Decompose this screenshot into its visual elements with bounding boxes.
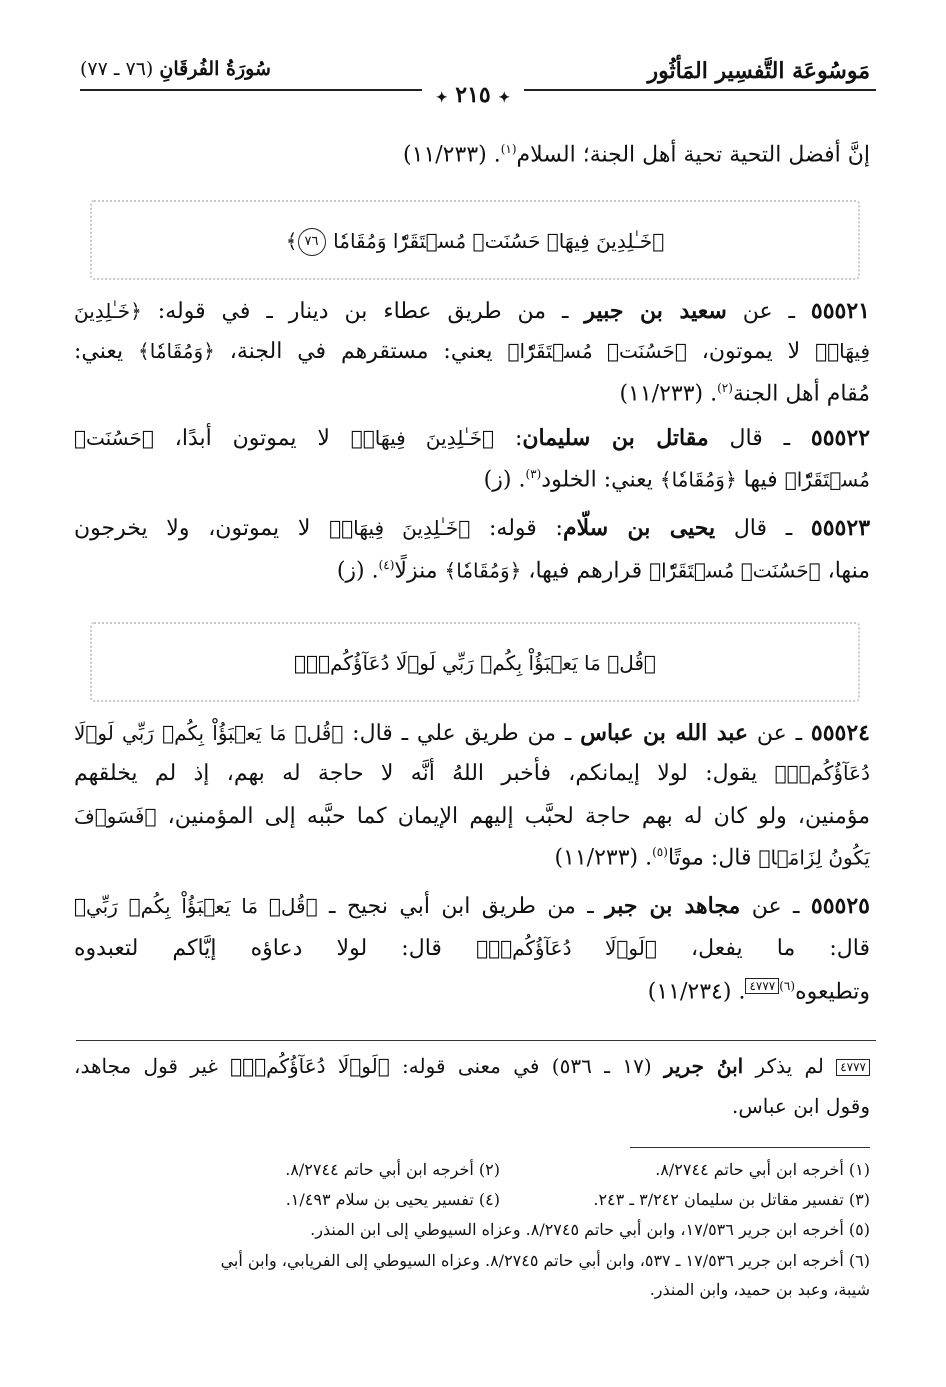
commentary-note-line1: ٤٧٧٧ لم يذكر ابنُ جرير (١٧ ـ ٥٣٦) في معنى قوله: ﴿لَوۡلَا دُعَآؤُكُمۡۖ﴾ غير قول مجاهد، [74, 1054, 870, 1078]
verse-range: (٧٦ ـ ٧٧) [80, 58, 154, 80]
commentary-ref: ٤٧٧٧ [745, 978, 779, 994]
footnote-6-cont: شيبة، وعبد بن حميد، وابن المنذر. [649, 1280, 870, 1299]
entry-55524-line3: مؤمنين، ولو كان له بهم حاجة لحبَّب إليهم الإيمان كما حبَّبه إلى المؤمنين، ﴿فَسَوۡفَ [74, 804, 870, 829]
verse-text: ﴿خَـٰلِدِينَ فِيهَاۚ حَسُنَتۡ مُسۡتَقَرّٗا وَمُقَامٗا ٧٦﴾ [92, 226, 858, 256]
entry-55523-line1: ٥٥٥٢٣ ـ قال يحيى بن سلّام: قوله: ﴿خَـٰلِدِينَ فِيهَاۚ﴾ لا يموتون، ولا يخرجون [74, 515, 871, 541]
entry-55522-line1: ٥٥٥٢٢ ـ قال مقاتل بن سليمان: ﴿خَـٰلِدِينَ فِيهَاۚ﴾ لا يموتون أبدًا، ﴿حَسُنَتۡ [74, 425, 871, 451]
ornament-icon: ✦ [435, 90, 448, 106]
entry-55525-line1: ٥٥٥٢٥ ـ عن مجاهد بن جبر ـ من طريق ابن أبي نجيح ـ ﴿قُلۡ مَا يَعۡبَؤُاْ بِكُمۡ رَبِّي﴾ [74, 893, 870, 919]
verse-box [90, 622, 860, 702]
footnote-6: (٦) أخرجه ابن جرير ١٧/٥٣٦ ـ ٥٣٧، وابن أبي حاتم ٨/٢٧٤٥. وعزاه السيوطي إلى الفريابي، وابن أبي [220, 1251, 870, 1270]
page-number: ✦ ٢١٥ ✦ [422, 82, 524, 108]
footnote-5: (٥) أخرجه ابن جرير ١٧/٥٣٦، وابن أبي حاتم ٨/٢٧٤٥. وعزاه السيوطي إلى ابن المنذر. [310, 1220, 870, 1239]
entry-55524-line1: ٥٥٥٢٤ ـ عن عبد الله بن عباس ـ من طريق علي ـ قال: ﴿قُلۡ مَا يَعۡبَؤُاْ بِكُمۡ رَبِّي لَوۡلَا [74, 720, 870, 746]
commentary-note-line2: وقول ابن عباس. [732, 1094, 870, 1118]
entry-55521-line2: فِيهَاۚ﴾ لا يموتون، ﴿حَسُنَتۡ مُسۡتَقَرّٗا﴾ يعني: مستقرهم في الجنة، ﴿وَمُقَامٗا﴾ يعني: [74, 339, 871, 364]
entry-55522-line2: مُسۡتَقَرّٗا﴾ فيها ﴿وَمُقَامٗا﴾ يعني: الخلود$^{(٣)}$. (ز) [483, 467, 870, 493]
entry-55523-line2: منها، ﴿حَسُنَتۡ مُسۡتَقَرّٗا﴾ قرارهم فيها، ﴿وَمُقَامٗا﴾ منزلًا$^{(٤)}$. (ز) [336, 558, 870, 584]
footnotes-divider [630, 1147, 870, 1148]
entry-55521-line3: مُقام أهل الجنة$^{(٢)}$. (١١/٢٣٣) [619, 381, 870, 407]
verse-text: ﴿قُلۡ مَا يَعۡبَؤُاْ بِكُمۡ رَبِّي لَوۡلَا دُعَآؤُكُمۡۖ﴾ [294, 651, 656, 675]
footnote-ref: (١) [500, 142, 517, 156]
verse-number: ٧٦ [298, 228, 326, 256]
intro-line: إنَّ أفضل التحية تحية أهل الجنة؛ السلام$^{(١)}$. (١١/٢٣٣) [403, 142, 870, 168]
entry-55524-line2: دُعَآؤُكُمۡۖ﴾ يقول: لولا إيمانكم، فأخبر اللهُ أنَّه لا حاجة له بهم، إذ لم يخلقهم [74, 761, 870, 786]
entry-55525-line3: وتطيعوه$^{(٦)}$٤٧٧٧. (١١/٢٣٤) [647, 979, 870, 1005]
footnote-2: (٢) أخرجه ابن أبي حاتم ٨/٢٧٤٤. [285, 1160, 500, 1179]
footnote-3: (٣) تفسير مقاتل بن سليمان ٣/٢٤٢ ـ ٢٤٣. [593, 1190, 870, 1209]
entry-55521-line1: ٥٥٥٢١ ـ عن سعيد بن جبير ـ من طريق عطاء بن دينار ـ في قوله: ﴿خَـٰلِدِينَ [74, 298, 870, 324]
footnote-1: (١) أخرجه ابن أبي حاتم ٨/٢٧٤٤. [655, 1160, 870, 1179]
note-divider [76, 1040, 876, 1041]
sura-name: سُورَةُ الفُرقَانِ [159, 58, 271, 80]
footnote-4: (٤) تفسير يحيى بن سلام ١/٤٩٣. [285, 1190, 500, 1209]
entry-55524-line4: يَكُونُ لِزَامَۢا﴾ قال: موتًا$^{(٥)}$. (١١/٢٣٣) [554, 845, 870, 871]
page-number-wrap [0, 82, 946, 108]
entry-55525-line2: قال: ما يفعل، ﴿لَوۡلَا دُعَآؤُكُمۡۖ﴾ قال: لولا دعاؤه إيَّاكم لتعبدوه [74, 936, 870, 961]
book-title: مَوسُوعَة التَّفسِير المَأثُور [647, 58, 870, 84]
running-head [80, 58, 271, 80]
verse-box [90, 200, 860, 280]
ornament-icon: ✦ [498, 90, 511, 106]
